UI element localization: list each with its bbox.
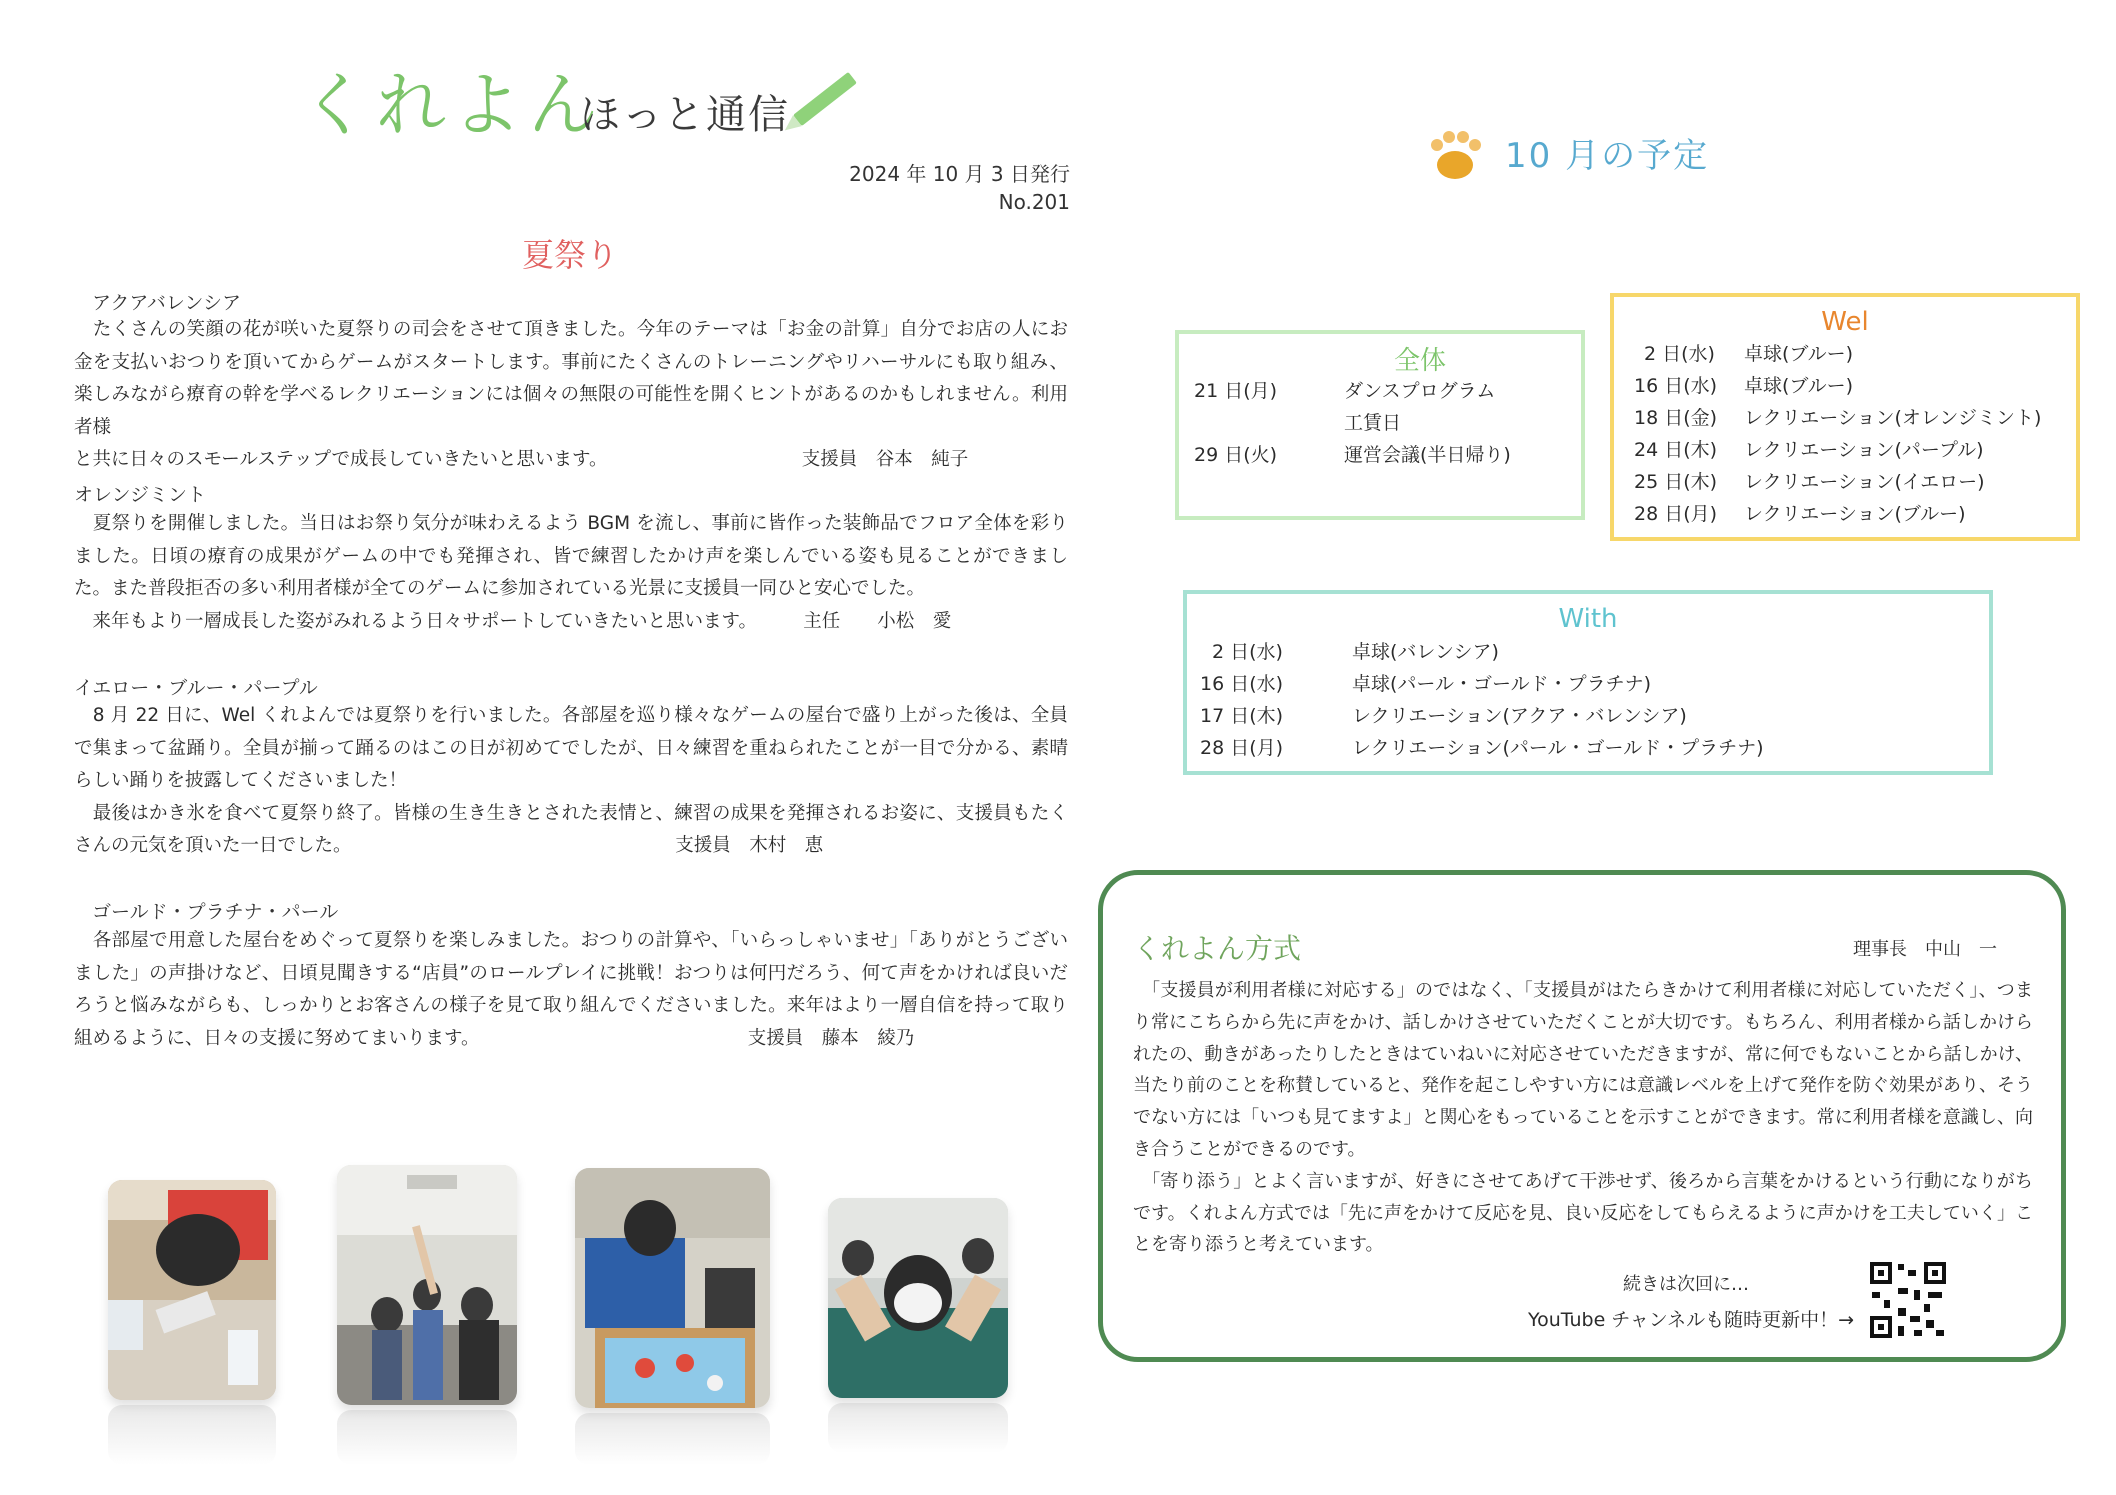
schedule-wel-date-2: 16 日(水) — [1634, 375, 1718, 397]
section-body-orange: 夏祭りを開催しました。当日はお祭り気分が味わえるよう BGM を流し、事前に皆作った装飾品でフロア全体を彩りました。日頃の療育の成果がゲームの中でも発揮され、皆で練習したかけ声を楽しんでいる姿も見ることができました。また普段拒否の多い利用者様が全てのゲームに参加されている光景に支援員一同ひと安心でした。 来年もより一層成長した姿がみれるよう日々サポートしていきたいと思います。 主任 小松 愛 — [74, 513, 1068, 632]
section-title-aqua: アクアバレンシア — [92, 292, 241, 314]
schedule-all-date-3: 29 日(火) — [1194, 444, 1278, 466]
month-schedule-title: 10 月の予定 — [1505, 136, 1710, 176]
youtube-link[interactable]: YouTube チャンネルも随時更新中！→ — [1528, 1309, 1855, 1331]
schedule-all-event-3: 運営会議(半日帰り) — [1344, 444, 1511, 466]
method-box — [1098, 870, 2066, 1362]
schedule-wel-date-1: 2 日(水) — [1644, 343, 1715, 365]
event-photo-1-reflection — [108, 1405, 276, 1465]
schedule-wel-date-5: 25 日(木) — [1634, 471, 1718, 493]
schedule-with-event-2: 卓球(パール・ゴールド・プラチナ) — [1352, 673, 1652, 695]
schedule-with-date-1: 2 日(水) — [1212, 641, 1283, 663]
schedule-wel-title: Wel — [1821, 307, 1869, 337]
method-body: 「支援員が利用者様に対応する」のではなく、「支援員がはたらきかけて利用者様に対応していただく」、つまり常にこちらから先に声をかけ、話しかけさせていただくことが大切です。もちろん、利用者様から話しかけられたの、動きがあったりしたときはていねいに対応させていただきますが、常に何でもないことから話しかけ、当たり前のことを称賛していると、発作を起こしやすい方には意識レベルを上げて発作を防ぐ効果があり、そうでない方には「いつも見てますよ」と関心をもっていることを示すことができます。常に利用者様を意識し、向き合うことができるのです。 「寄り添う」とよく言いますが、好きにさせてあげて干渉せず、後ろから言葉をかけるという行動になりがちです。くれよん方式では「先に声をかけて反応を見、良い反応をしてもらえるように声かけを工夫していく」ことを寄り添うと考えています。 — [1133, 980, 2033, 1256]
schedule-with-title: With — [1558, 604, 1618, 634]
issue-number: No.201 — [998, 190, 1070, 214]
schedule-box-with — [1183, 590, 1993, 775]
schedule-with-event-1: 卓球(バレンシア) — [1352, 641, 1499, 663]
qr-code[interactable] — [1868, 1260, 1948, 1340]
section-body-aqua: たくさんの笑顔の花が咲いた夏祭りの司会をさせて頂きました。今年のテーマは「お金の計算」自分でお店の人にお金を支払いおつりを頂いてからゲームがスタートします。事前にたくさんのトレーニングやリハーサルにも取り組み、楽しみながら療育の幹を学べるレクリエーションには個々の無限の可能性を開くヒントがあるのかもしれません。利用者様 と共に日々のスモールステップで成長していきたいと思います。 支援員 谷本 純子 — [74, 319, 1068, 470]
schedule-box-all — [1175, 330, 1585, 520]
event-photo-2 — [337, 1165, 517, 1405]
event-photo-4-reflection — [828, 1403, 1008, 1453]
schedule-with-date-3: 17 日(木) — [1200, 705, 1284, 727]
paw-icon — [1425, 125, 1485, 185]
schedule-all-event-2: 工賃日 — [1344, 412, 1402, 434]
section-title-gold: ゴールド・プラチナ・パール — [92, 901, 339, 923]
event-photo-4 — [828, 1198, 1008, 1398]
schedule-with-date-4: 28 日(月) — [1200, 737, 1284, 759]
schedule-all-title: 全体 — [1393, 346, 1446, 376]
issue-date: 2024 年 10 月 3 日発行 — [849, 162, 1070, 186]
method-author: 理事長 中山 一 — [1853, 939, 1997, 960]
article-headline: 夏祭り — [521, 236, 618, 274]
section-title-orange: オレンジミント — [74, 484, 207, 506]
event-photo-3-reflection — [575, 1413, 770, 1465]
schedule-wel-event-2: 卓球(ブルー) — [1744, 375, 1854, 397]
section-body-yellow: 8 月 22 日に、Wel くれよんでは夏祭りを行いました。各部屋を巡り様々なゲームの屋台で盛り上がった後は、全員で集まって盆踊り。全員が揃って踊るのはこの日が初めてでしたが、日々練習を重ねられたことが一目で分かる、素晴らしい踊りを披露してくださいました！ 最後はかき氷を食べて夏祭り終了。皆様の生き生きとされた表情と、練習の成果を発揮されるお姿に、支援員もたくさんの元気を頂いた一日でした。 支援員 木村 恵 — [74, 705, 1068, 856]
schedule-wel-event-6: レクリエーション(ブルー) — [1744, 503, 1966, 525]
newsletter-subtitle: ほっと通信 — [580, 92, 790, 138]
schedule-wel-date-6: 28 日(月) — [1634, 503, 1718, 525]
section-body-gold: 各部屋で用意した屋台をめぐって夏祭りを楽しみました。おつりの計算や、「いらっしゃいませ」「ありがとうございました」の声掛けなど、日頃見聞きする“店員”のロールプレイに挑戦！おつりは何円だろう、何て声をかければ良いだろうと悩みながらも、しっかりとお客さんの様子を見て取り組んでくださいました。来年はより一層自信を持って取り組めるように、日々の支援に努めてまいります。 支援員 藤本 綾乃 — [74, 930, 1068, 1049]
schedule-wel-event-1: 卓球(ブルー) — [1744, 343, 1854, 365]
event-photo-3 — [575, 1168, 770, 1408]
event-photo-2-reflection — [337, 1410, 517, 1465]
method-title: くれよん方式 — [1133, 932, 1302, 965]
schedule-wel-event-3: レクリエーション(オレンジミント) — [1744, 407, 2042, 429]
pencil-icon — [793, 72, 857, 126]
schedule-wel-date-4: 24 日(木) — [1634, 439, 1718, 461]
schedule-wel-date-3: 18 日(金) — [1634, 407, 1718, 429]
schedule-with-date-2: 16 日(水) — [1200, 673, 1284, 695]
newsletter-title: くれよん — [300, 64, 604, 146]
schedule-with-event-4: レクリエーション(パール・ゴールド・プラチナ) — [1352, 737, 1764, 759]
schedule-all-event-1: ダンスプログラム — [1344, 380, 1496, 402]
schedule-box-wel — [1610, 293, 2080, 541]
section-title-yellow: イエロー・ブルー・パープル — [74, 677, 318, 699]
event-photo-1 — [108, 1180, 276, 1400]
schedule-with-event-3: レクリエーション(アクア・バレンシア) — [1352, 705, 1687, 727]
schedule-all-date-1: 21 日(月) — [1194, 380, 1278, 402]
method-continued: 続きは次回に… — [1623, 1274, 1749, 1295]
schedule-wel-event-5: レクリエーション(イエロー) — [1744, 471, 1985, 493]
schedule-wel-event-4: レクリエーション(パープル) — [1744, 439, 1984, 461]
